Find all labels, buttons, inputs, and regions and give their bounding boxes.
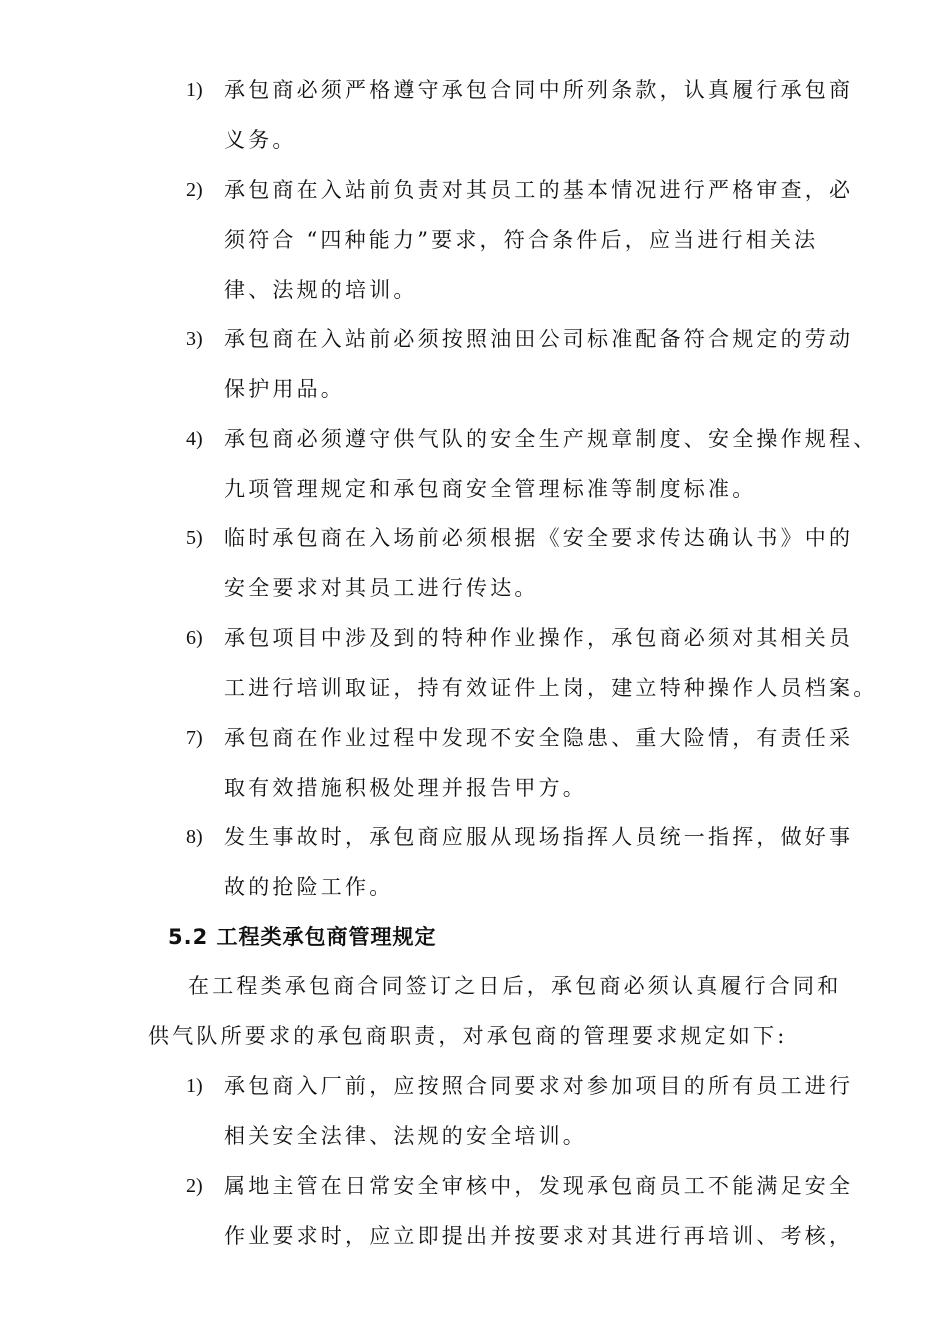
item-number: 4) xyxy=(186,428,203,450)
item-text-line: 律、法规的培训。 xyxy=(224,278,418,302)
item-number: 2) xyxy=(186,179,203,201)
item-text-line: 义务。 xyxy=(224,128,297,152)
section-heading: 5.2 工程类承包商管理规定 xyxy=(168,925,437,949)
item-text-line: 承包商必须严格遵守承包合同中所列条款，认真履行承包商 xyxy=(224,78,854,102)
item-text-line: 承包商在入站前必须按照油田公司标准配备符合规定的劳动 xyxy=(224,327,854,351)
item-text-line: 发生事故时，承包商应服从现场指挥人员统一指挥，做好事 xyxy=(224,825,854,849)
item-text-line: 安全要求对其员工进行传达。 xyxy=(224,576,539,600)
item-text-line: 保护用品。 xyxy=(224,377,345,401)
item-text-line: 取有效措施积极处理并报告甲方。 xyxy=(224,776,587,800)
item-number: 1) xyxy=(186,79,203,101)
item-text-line: 相关安全法律、法规的安全培训。 xyxy=(224,1124,587,1148)
item-text-line: 承包商必须遵守供气队的安全生产规章制度、安全操作规程、 xyxy=(224,427,878,451)
item-number: 7) xyxy=(186,727,203,749)
item-text-line: 工进行培训取证，持有效证件上岗，建立特种操作人员档案。 xyxy=(224,676,878,700)
item-text-line: 临时承包商在入场前必须根据《安全要求传达确认书》中的 xyxy=(224,526,854,550)
item-text-line: 作业要求时，应立即提出并按要求对其进行再培训、考核， xyxy=(224,1224,854,1248)
item-number: 8) xyxy=(186,826,203,848)
item-text-line: 须符合 “四种能力”要求，符合条件后，应当进行相关法 xyxy=(224,228,819,252)
item-number: 2) xyxy=(186,1175,203,1197)
item-number: 3) xyxy=(186,328,203,350)
item-text-line: 九项管理规定和承包商安全管理标准等制度标准。 xyxy=(224,477,757,501)
intro-paragraph-line: 供气队所要求的承包商职责，对承包商的管理要求规定如下: xyxy=(148,1024,788,1048)
intro-paragraph-line: 在工程类承包商合同签订之日后，承包商必须认真履行合同和 xyxy=(188,974,842,998)
item-text-line: 承包商入厂前，应按照合同要求对参加项目的所有员工进行 xyxy=(224,1074,854,1098)
item-number: 6) xyxy=(186,627,203,649)
item-number: 5) xyxy=(186,527,203,549)
item-text-line: 承包项目中涉及到的特种作业操作，承包商必须对其相关员 xyxy=(224,626,854,650)
item-text-line: 属地主管在日常安全审核中，发现承包商员工不能满足安全 xyxy=(224,1174,854,1198)
item-text-line: 故的抢险工作。 xyxy=(224,875,394,899)
item-text-line: 承包商在入站前负责对其员工的基本情况进行严格审查，必 xyxy=(224,178,854,202)
item-number: 1) xyxy=(186,1075,203,1097)
item-text-line: 承包商在作业过程中发现不安全隐患、重大险情，有责任采 xyxy=(224,726,854,750)
